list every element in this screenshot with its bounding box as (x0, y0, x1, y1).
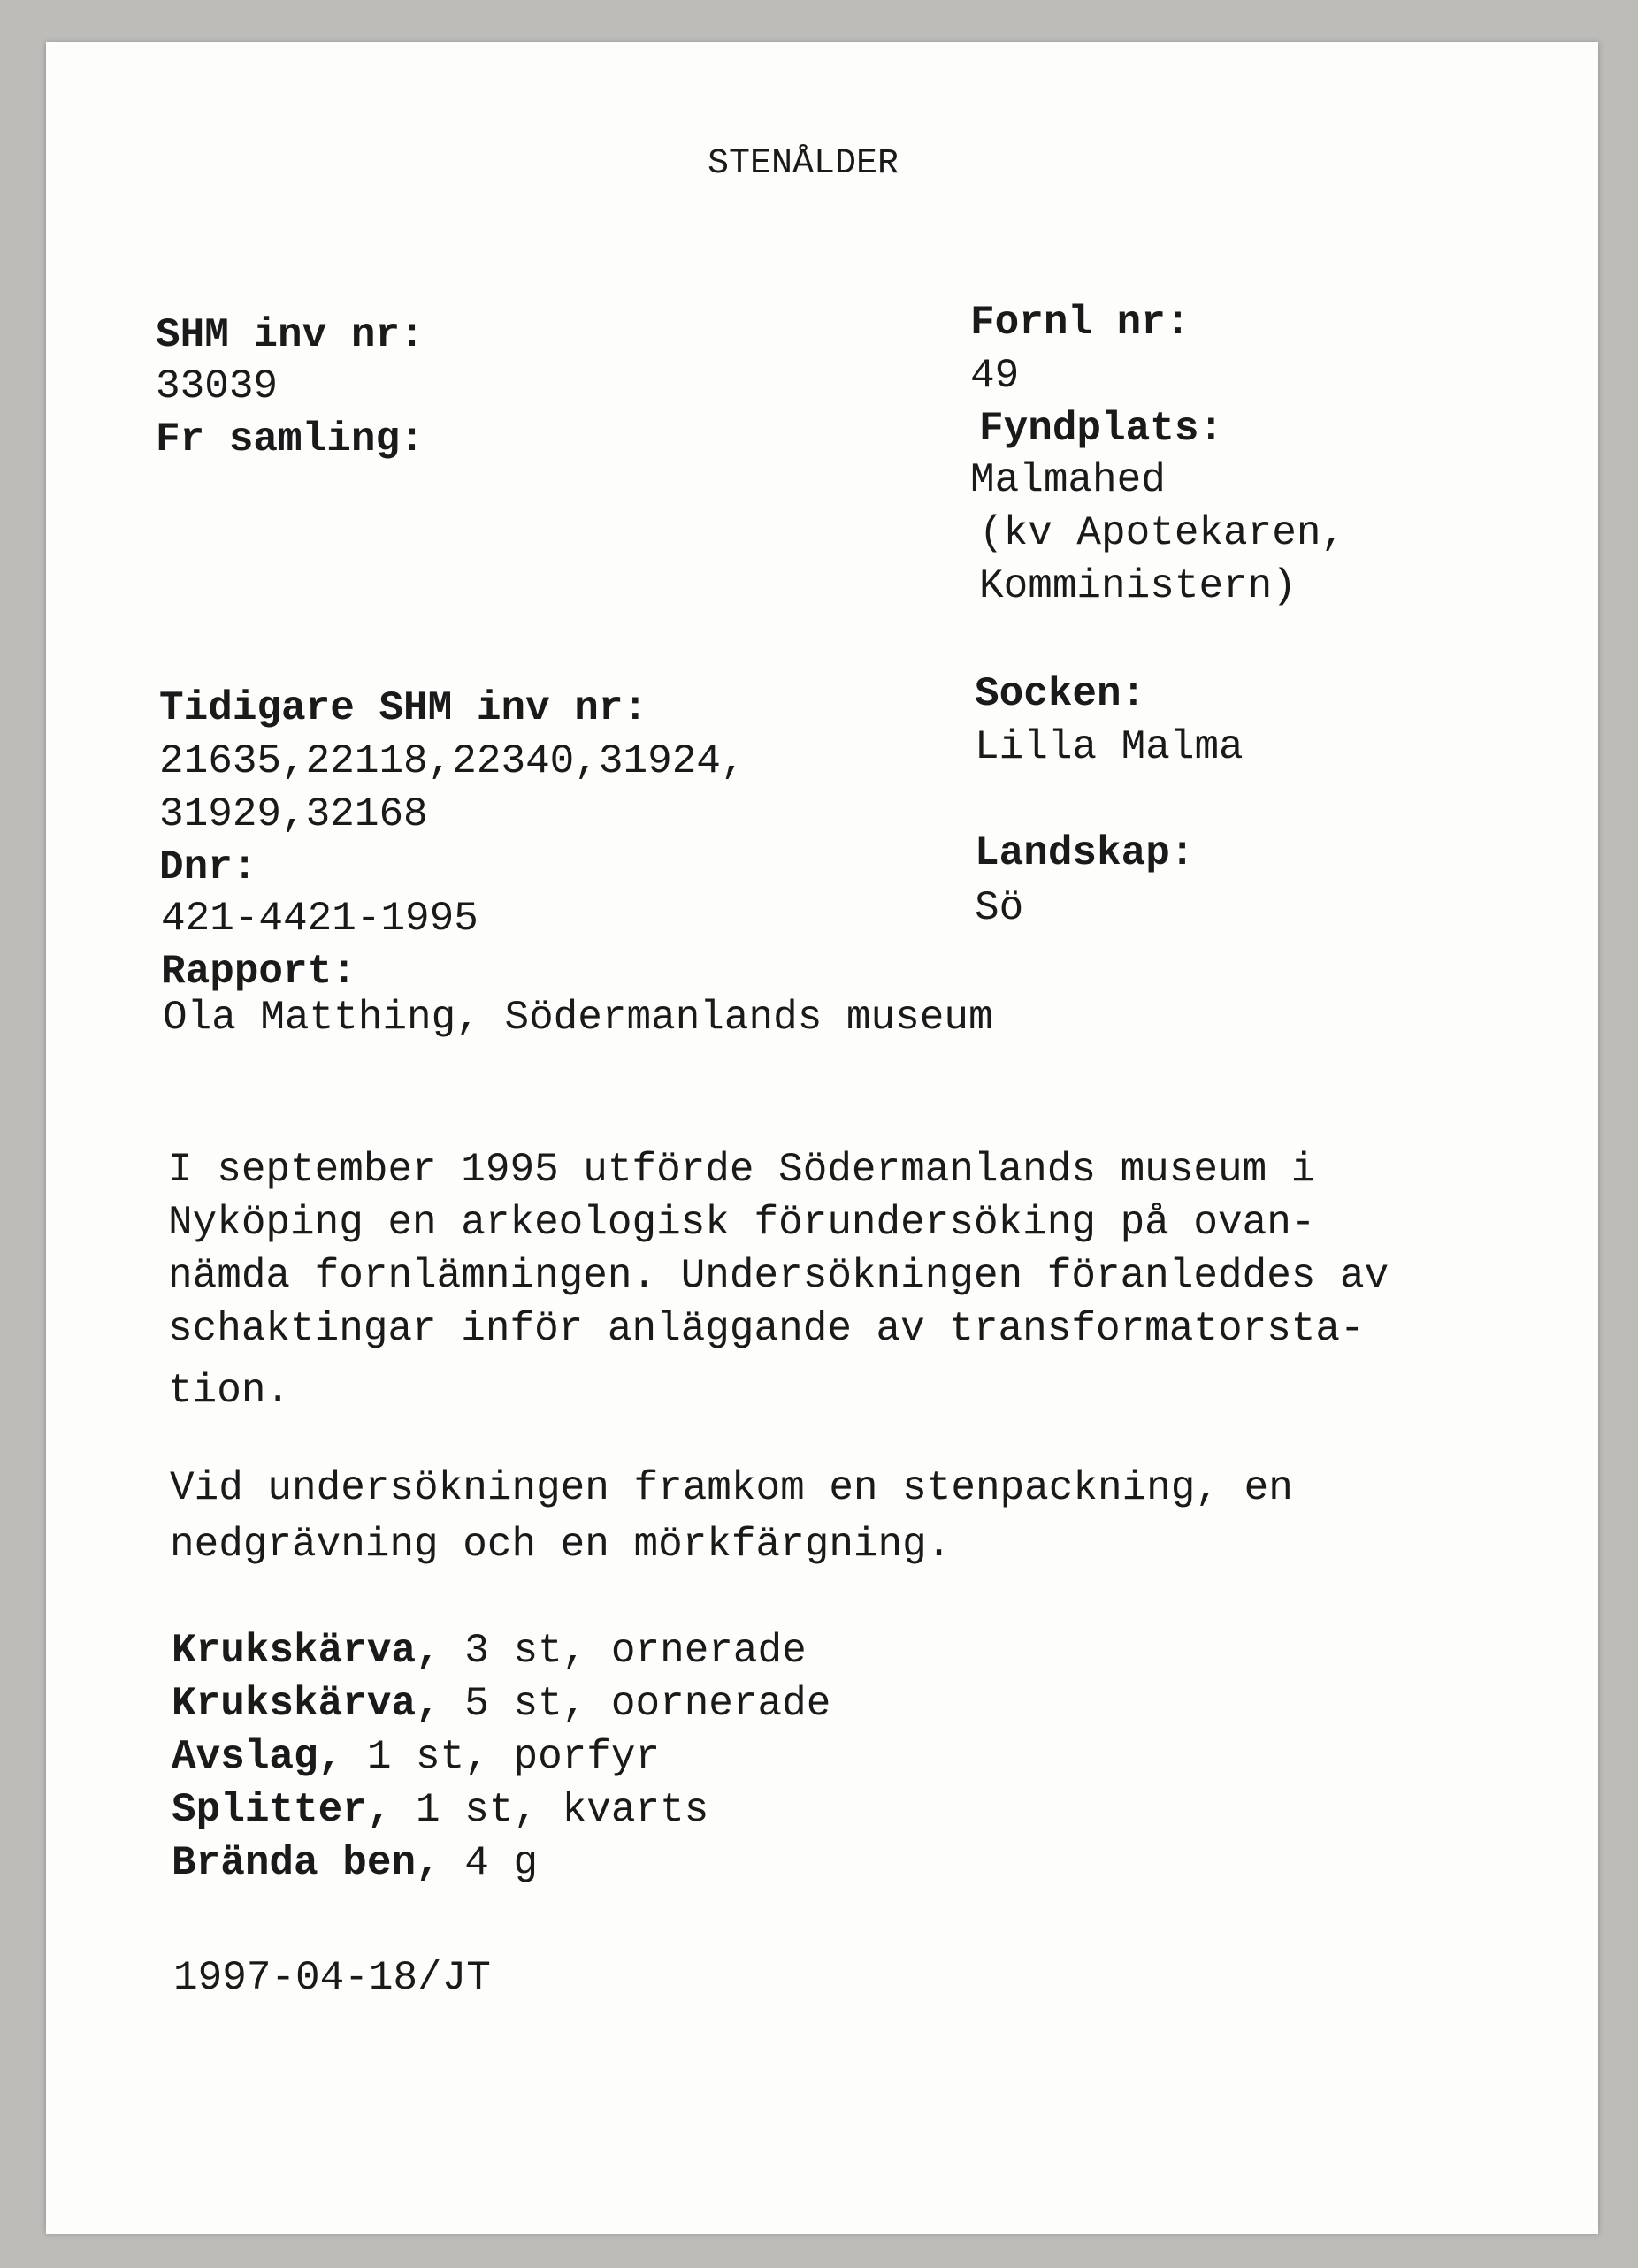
tidigare-shm-inv-line-2: 31929,32168 (159, 791, 428, 837)
find-item (172, 1840, 539, 1886)
rapport-value: Ola Matthing, Södermanlands museum (163, 995, 993, 1041)
paragraph-1-line-3: nämda fornlämningen. Undersökningen föranleddes av (168, 1253, 1389, 1299)
document-sheet (46, 42, 1598, 2234)
find-name: Krukskärva, (172, 1681, 440, 1727)
fyndplats-line-3: Komministern) (979, 563, 1297, 609)
fr-samling-label: Fr samling: (156, 416, 425, 462)
paragraph-2-line-1: Vid undersökningen framkom en stenpackning, en (170, 1465, 1293, 1511)
find-name: Avslag, (172, 1734, 343, 1780)
dnr-value: 421-4421-1995 (161, 896, 478, 942)
find-name: Splitter, (172, 1787, 392, 1833)
fornl-label: Fornl nr: (970, 300, 1190, 346)
find-detail: 1 st, porfyr (342, 1734, 661, 1780)
socken-label: Socken: (975, 671, 1146, 717)
document-title: STENÅLDER (708, 144, 899, 184)
tidigare-shm-inv-label: Tidigare SHM inv nr: (159, 685, 648, 731)
rapport-label: Rapport: (161, 949, 356, 995)
fyndplats-line-2: (kv Apotekaren, (979, 510, 1346, 556)
landskap-label: Landskap: (975, 830, 1195, 876)
socken-value: Lilla Malma (975, 724, 1244, 770)
find-item (172, 1628, 807, 1674)
find-name: Krukskärva, (172, 1628, 440, 1674)
paragraph-2-line-2: nedgrävning och en mörkfärgning. (170, 1522, 952, 1568)
find-name: Brända ben, (172, 1840, 440, 1886)
find-item (172, 1734, 661, 1780)
fyndplats-line-1: Malmahed (970, 457, 1166, 503)
landskap-value: Sö (975, 885, 1024, 931)
paragraph-1-line-2: Nyköping en arkeologisk förundersöking på ovan- (168, 1200, 1316, 1246)
tidigare-shm-inv-line-1: 21635,22118,22340,31924, (159, 738, 746, 784)
find-detail: 4 g (440, 1840, 539, 1886)
fornl-value: 49 (970, 353, 1020, 399)
shm-inv-value: 33039 (156, 363, 279, 409)
paragraph-1-line-4: schaktingar inför anläggande av transformatorsta- (168, 1306, 1365, 1352)
find-item (172, 1787, 709, 1833)
find-detail: 1 st, kvarts (391, 1787, 709, 1833)
signature-date: 1997-04-18/JT (173, 1955, 491, 2001)
dnr-label: Dnr: (159, 844, 257, 890)
find-detail: 5 st, oornerade (440, 1681, 831, 1727)
shm-inv-label: SHM inv nr: (156, 312, 425, 358)
paragraph-1-line-5: tion. (168, 1368, 291, 1414)
paragraph-1-line-1: I september 1995 utförde Södermanlands museum i (168, 1147, 1316, 1193)
find-detail: 3 st, ornerade (440, 1628, 807, 1674)
find-item (172, 1681, 831, 1727)
fyndplats-label: Fyndplats: (979, 406, 1224, 452)
